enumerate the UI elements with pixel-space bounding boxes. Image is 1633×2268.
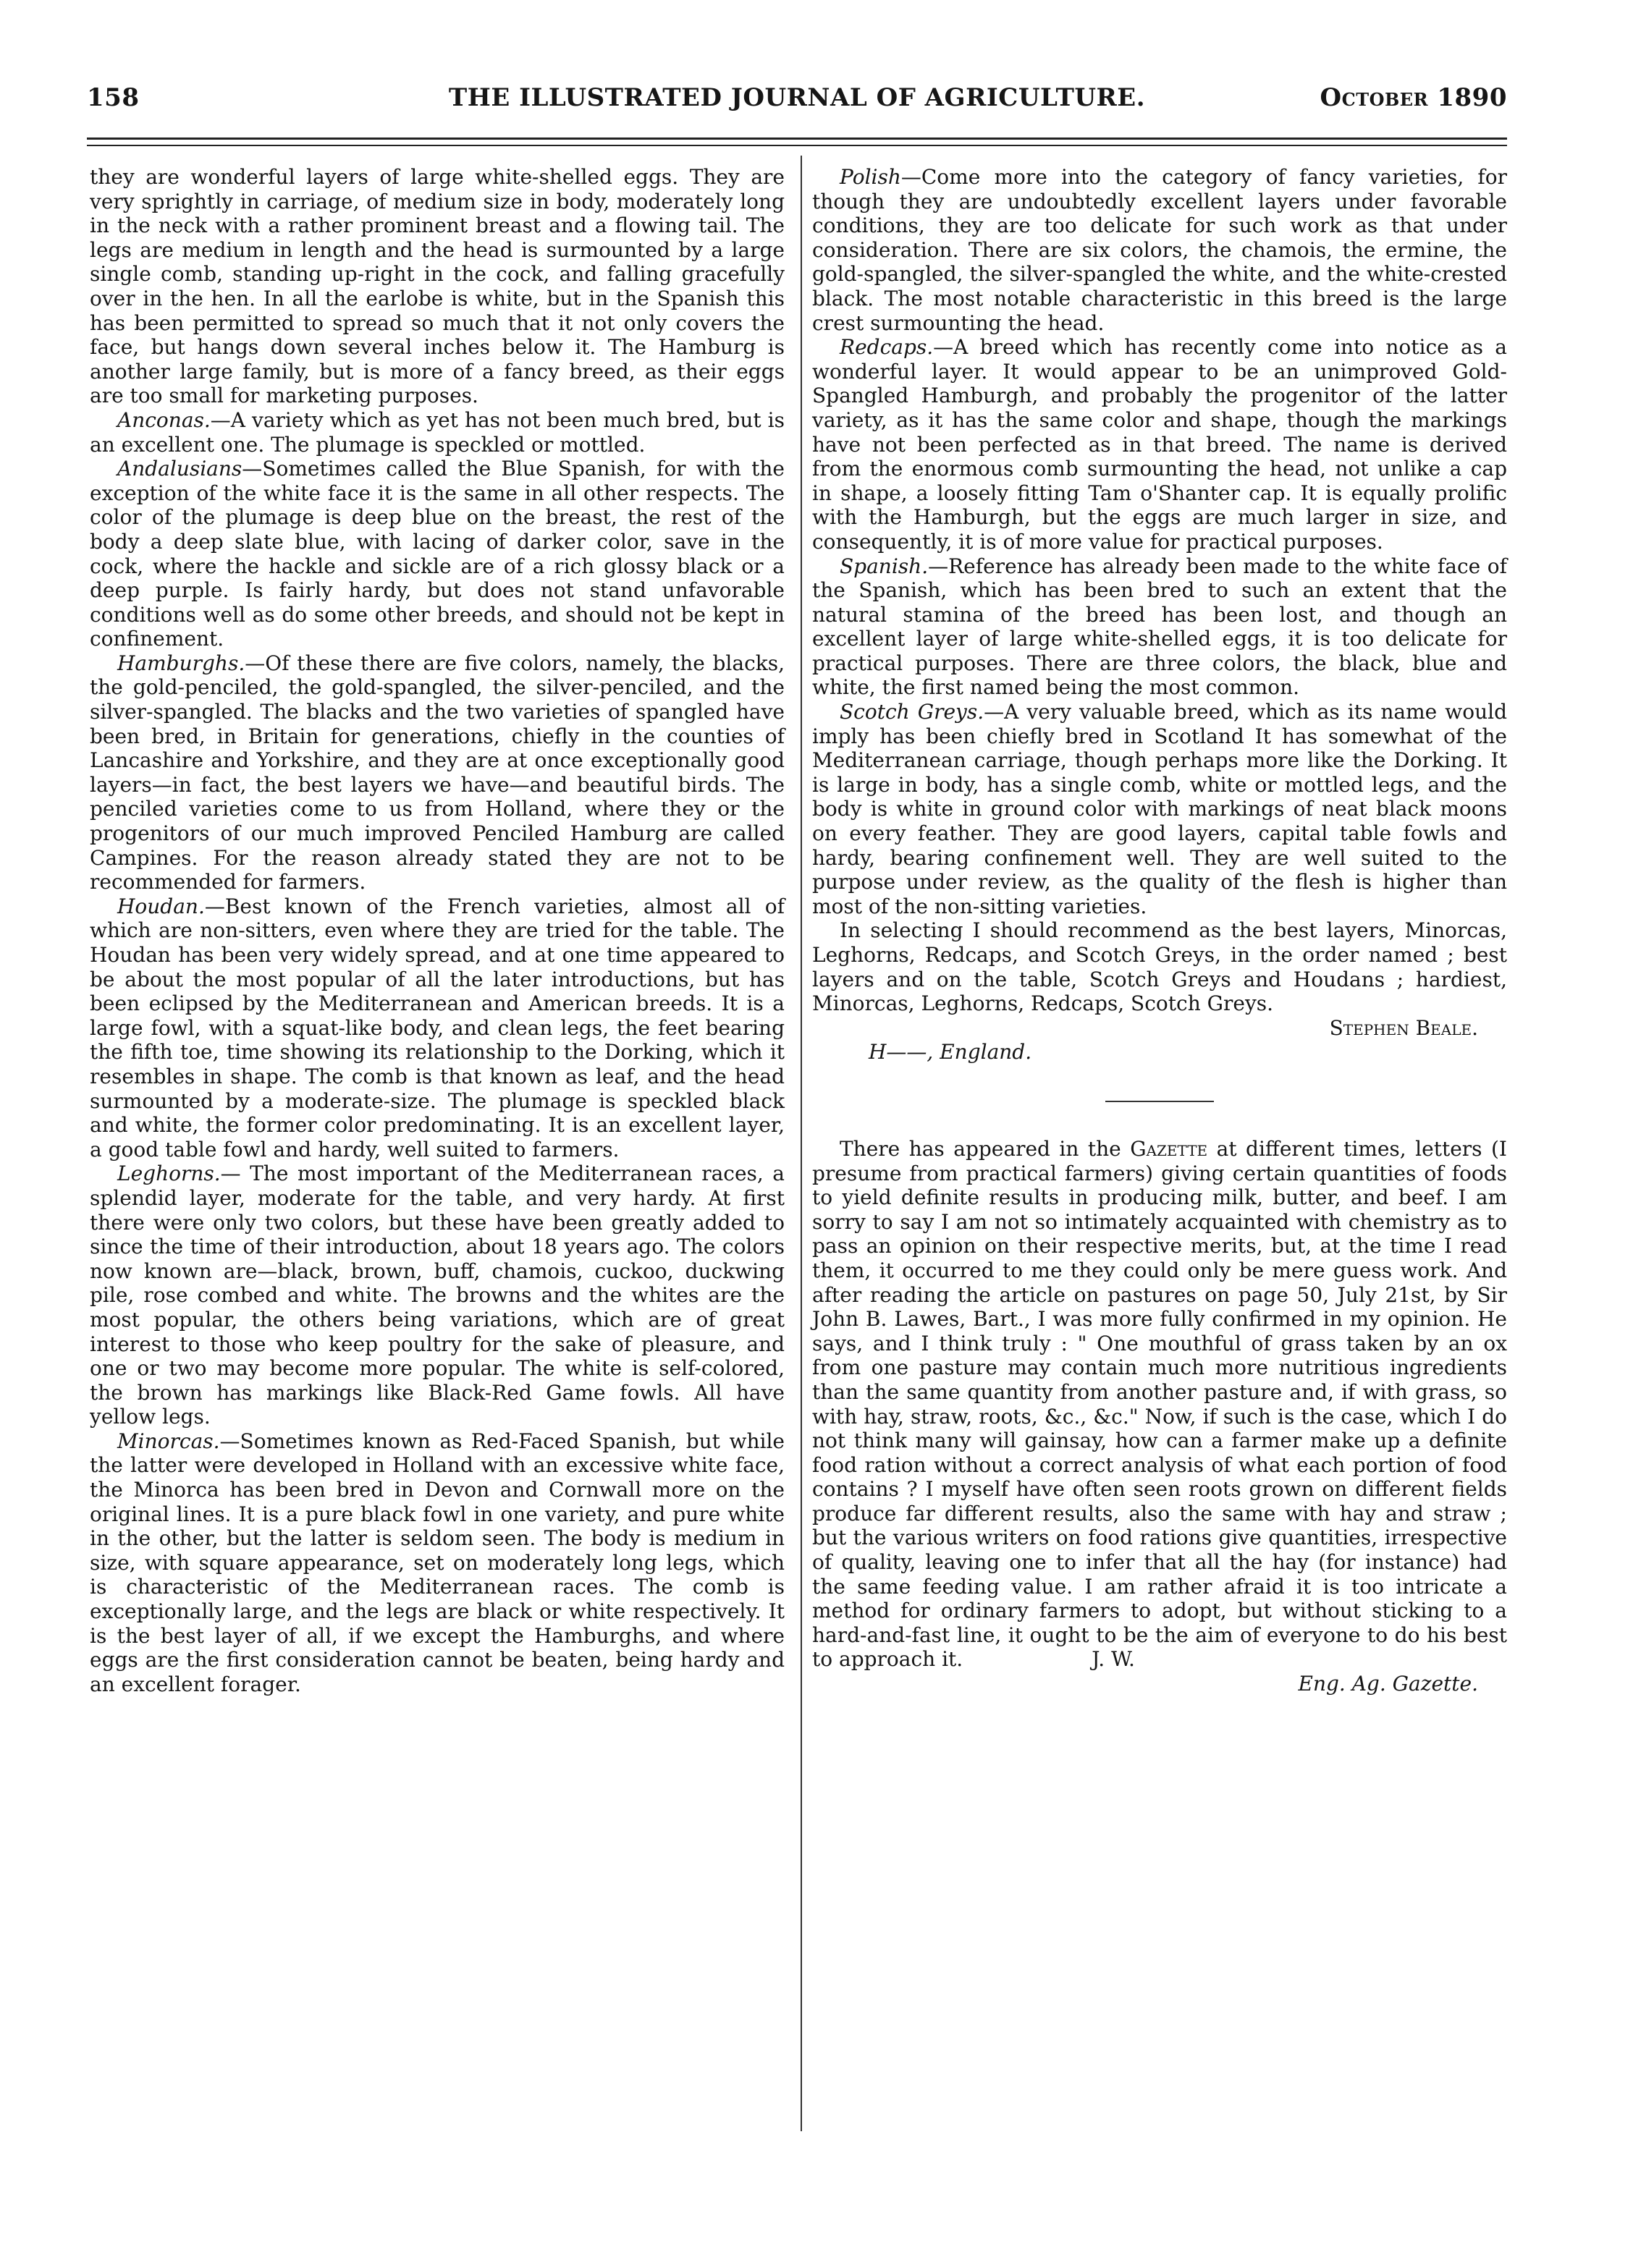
paragraph-redcaps [812, 335, 1507, 554]
letter-initials: J. W. [1092, 1647, 1135, 1672]
breed-text-spanish: —Reference has already been made to the white face of the Spanish, which has been bred to such an extent that the natural stamina of the breed has been lost, and though an excellent layer of large white-shelled eggs, it is too delicate for practical purposes. There are three colors, the black, blue and white, the first named being the most common. [812, 554, 1507, 700]
breed-name-andalusians: Andalusians [117, 457, 242, 481]
left-column [90, 165, 785, 1696]
paragraph-polish [812, 165, 1507, 335]
right-column [812, 165, 1507, 1696]
breed-name-spanish: Spanish. [840, 554, 929, 578]
header-rule-top [87, 137, 1507, 140]
author-name: Stephen Beale. [1329, 1015, 1478, 1040]
breed-text-houdan: —Best known of the French varieties, almost all of which are non-sitters, even where they are tried for the table. The Houdan has been very widely spread, and at one time appeared to be about the most popular of all the later introductions, but has been eclipsed by the Mediterranean and American breeds. It is a large fowl, with a squat-like body, and clean legs, the feet bearing the fifth toe, time showing its relationship to the Dorking, which it resembles in shape. The comb is that known as leaf, and the head surmounted by a moderate-size. The plumage is speckled black and white, the former color predominating. It is an excellent layer, a good table fowl and hardy, well suited to farmers. [90, 894, 785, 1161]
continued-paragraph: they are wonderful layers of large white-shelled eggs. They are very sprightly in carriage, of medium size in body, moderately long in the neck with a rather prominent breast and a flowing tail. The legs are medium in length and the head is surmounted by a large single comb, standing up-right in the cock, and falling gracefully over in the hen. In all the earlobe is white, but in the Spanish this has been permitted to spread so much that it not only covers the face, but hangs down several inches below it. The Hamburg is another large family, but is more of a fancy breed, as their eggs are too small for marketing purposes. [90, 165, 785, 408]
running-header [87, 72, 1507, 123]
breed-name-scotch-greys: Scotch Greys. [840, 700, 984, 724]
paragraph-anconas [90, 408, 785, 457]
letter-body: at different times, letters (I presume from practical farmers) giving certain quantities of foods to yield definite results in producing milk, butter, and beef. I am sorry to say I am not so intimately acquainted with chemistry as to pass an opinion on their respective merits, but, at the time I read them, it occurred to me they could only be mere guess work. And after reading the article on pastures on page 50, July 21st, by Sir John B. Lawes, Bart., I was more fully confirmed in my opinion. He says, and I think truly : " One mouthful of grass taken by an ox from one pasture may contain much more nutritious ingredients than the same quantity from another pasture and, if with grass, so with hay, straw, roots, &c., &c." Now, if such is the case, which I do not think many will gainsay, how can a farmer make up a definite food ration without a correct analysis of what each portion of food contains ? I myself have often seen roots grown on different fields produce far different results, also the same with hay and straw ; but the various writers on food rations give quantities, irrespective of quality, leaving one to infer that all the hay (for instance) had the same feeding value. I am rather afraid it is too intricate a method for ordinary farmers to adopt, but without sticking to a hard-and-fast line, it ought to be the aim of everyone to do his best to approach it. [812, 1136, 1507, 1672]
breed-name-anconas: Anconas. [117, 407, 211, 432]
breed-name-redcaps: Redcaps. [840, 335, 934, 360]
breed-name-hamburghs: Hamburghs. [117, 651, 245, 675]
breed-text-andalusians: —Sometimes called the Blue Spanish, for with the exception of the white face it is the same in all other respects. The color of the plumage is deep blue on the breast, the rest of the body a deep slate blue, with lacing of darker color, save in the cock, where the hackle and sickle are of a rich glossy black or a deep purple. Is fairly hardy, but does not stand unfavorable conditions well as do some other breeds, and should not be kept in confinement. [90, 457, 785, 651]
breed-text-minorcas: —Sometimes known as Red-Faced Spanish, but while the latter were developed in Holland with an excessive white face, the Minorca has been bred in Devon and Cornwall more on the original lines. It is a pure black fowl in one variety, and pure white in the other, but the latter is seldom seen. The body is medium in size, with square appearance, set on moderately long legs, which is characteristic of the Mediterranean races. The comb is exceptionally large, and the legs are black or white respectively. It is the best layer of all, if we except the Hamburghs, and where eggs are the first consideration cannot be beaten, being hardy and an excellent forager. [90, 1429, 785, 1696]
breed-name-houdan: Houdan. [117, 894, 205, 918]
column-divider [801, 156, 802, 2131]
paragraph-andalusians [90, 457, 785, 651]
letter-opening: There has appeared in the [840, 1136, 1121, 1161]
breed-text-polish: —Come more into the category of fancy varieties, for though they are undoubtedly excellent layers under favorable conditions, they are too delicate for such work as that under consideration. There are six colors, the chamois, the ermine, the gold-spangled, the silver-spangled the white, and the white-crested black. The most notable characteristic in this breed is the large crest surmounting the head. [812, 165, 1507, 335]
breed-name-leghorns: Leghorns. [117, 1161, 221, 1186]
gazette-name: Gazette [1130, 1136, 1208, 1161]
breed-text-hamburghs: —Of these there are five colors, namely, the blacks, the gold-penciled, the gold-spangled, the silver-penciled, and the silver-spangled. The blacks and the two varieties of spangled have been bred, in Britain for generations, chiefly in the counties of Lancashire and Yorkshire, and they are at once exceptionally good layers—in fact, the best layers we have—and beautiful birds. The penciled varieties come to us from Holland, where they or the progenitors of our much improved Penciled Hamburg are called Campines. For the reason already stated they are not to be recommended for farmers. [90, 651, 785, 894]
paragraph-houdan [90, 894, 785, 1162]
paragraph-leghorns [90, 1161, 785, 1429]
breed-name-minorcas: Minorcas. [117, 1429, 220, 1453]
issue-date: October 1890 [1320, 83, 1507, 112]
journal-title: THE ILLUSTRATED JOURNAL OF AGRICULTURE. [448, 83, 1146, 112]
source-citation: Eng. Ag. Gazette. [1298, 1672, 1478, 1696]
paragraph-minorcas [90, 1429, 785, 1697]
paragraph-spanish [812, 554, 1507, 701]
paragraph-hamburghs [90, 651, 785, 894]
paragraph-letter [812, 1137, 1507, 1672]
breed-text-leghorns: — The most important of the Mediterranean races, a splendid layer, moderate for the table, and very hardy. At first there were only two colors, but these have been greatly added to since the time of their introduction, about 18 years ago. The colors now known are—black, brown, buff, chamois, cuckoo, duckwing pile, rose combed and white. The browns and the whites are the most popular, the others being variations, which are of great interest to those who keep poultry for the sake of pleasure, and one or two may become more popular. The white is self-colored, the brown has markings like Black-Red Game fowls. All have yellow legs. [90, 1161, 785, 1429]
breed-name-polish: Polish [840, 165, 901, 189]
section-separator [1105, 1101, 1214, 1102]
paragraph-scotch-greys [812, 700, 1507, 918]
author-location: H——, England. [869, 1040, 1032, 1065]
paragraph-recommendation: In selecting I should recommend as the best layers, Minorcas, Leghorns, Redcaps, and Scotch Greys, in the order named ; best layers and on the table, Scotch Greys and Houdans ; hardiest, Minorcas, Leghorns, Redcaps, Scotch Greys. [812, 918, 1507, 1016]
breed-text-redcaps: —A breed which has recently come into notice as a wonderful layer. It would appear to be an unimproved Gold-Spangled Hamburgh, and probably the progenitor of the latter variety, as it has the same color and shape, though the markings have not been perfected as in that breed. The name is derived from the enormous comb surmounting the head, not unlike a cap in shape, a loosely fitting Tam o'Shanter cap. It is equally prolific with the Hamburgh, but the eggs are much larger in size, and consequently, it is of more value for practical purposes. [812, 335, 1507, 554]
header-rule-bottom [87, 145, 1507, 146]
author-signature [812, 1016, 1507, 1041]
breed-text-anconas: —A variety which as yet has not been much bred, but is an excellent one. The plumage is speckled or mottled. [90, 407, 785, 457]
page-number: 158 [87, 83, 140, 112]
breed-text-scotch-greys: —A very valuable breed, which as its name would imply has been chiefly bred in Scotland It has somewhat of the Mediterranean carriage, though perhaps more like the Dorking. It is large in body, has a single comb, white or mottled legs, and the body is white in ground color with markings of neat black moons on every feather. They are good layers, capital table fowls and hardy, bearing confinement well. They are well suited to the purpose under review, as the quality of the flesh is higher than most of the non-sitting varieties. [812, 700, 1508, 918]
